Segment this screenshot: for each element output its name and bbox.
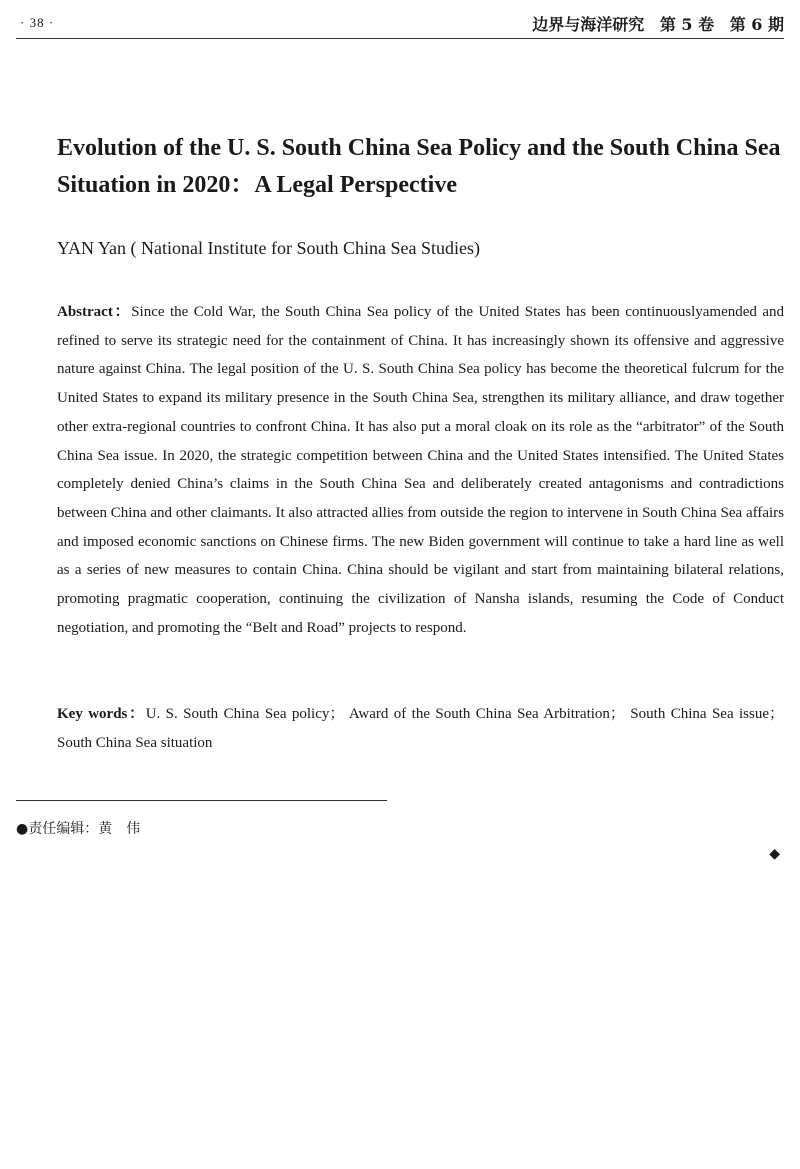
- journal-name: 边界与海洋研究: [532, 15, 645, 34]
- abstract-text: Since the Cold War, the South China Sea policy of the United States has been continuouslyamended and refined to serve its strategic need for the containment of China. It has increasingly shown its offensive and aggressive nature against China. The legal position of the U. S. South China Sea policy has become the theoretical fulcrum for the United States to expand its military presence in the South China Sea, strengthen its military alliance, and draw together other extra-regional countries to confront China. It has also put a moral cloak on its role as the “arbitrator” of the South China Sea issue. In 2020, the strategic competition between China and the United States intensified. The United States completely denied China’s claims in the South China Sea and deliberately created antagonisms and contradictions between China and other claimants. It also attracted allies from outside the region to intervene in South China Sea affairs and imposed economic sanctions on Chinese firms. The new Biden government will continue to take a hard line as well as a series of new measures to contain China. China should be vigilant and start from maintaining bilateral relations, promoting pragmatic cooperation, continuing the civilization of Nansha islands, resuming the Code of Conduct negotiation, and promoting the “Belt and Road” projects to respond.: [57, 304, 784, 636]
- abstract-label: Abstract：: [57, 304, 132, 320]
- editor-name: 黄 伟: [98, 821, 141, 837]
- keywords-text: U. S. South China Sea policy； Award of the South China Sea Arbitration； South China Sea issue； South China Sea situation: [57, 706, 785, 751]
- responsible-editor: [16, 818, 140, 838]
- issue-label: 第 6 期: [729, 15, 784, 34]
- running-head: [522, 12, 784, 35]
- author-affiliation: ( National Institute for South China Sea Studies): [130, 238, 480, 258]
- keywords-label: Key words：: [57, 706, 146, 722]
- footnote-rule: [16, 800, 387, 801]
- abstract: [57, 298, 784, 642]
- author-line: [57, 238, 480, 259]
- header-rule: [16, 38, 784, 39]
- volume-label: 第 5 卷: [659, 15, 715, 34]
- page-number: · 38 ·: [20, 15, 55, 30]
- keywords: [57, 700, 784, 757]
- end-mark-icon: ◆: [769, 846, 780, 862]
- article-title: Evolution of the U. S. South China Sea Policy and the South China Sea Situation in 2020：A Legal Perspective: [57, 135, 781, 198]
- editor-label: ●责任编辑：: [16, 821, 99, 837]
- author-name: YAN Yan: [57, 238, 127, 258]
